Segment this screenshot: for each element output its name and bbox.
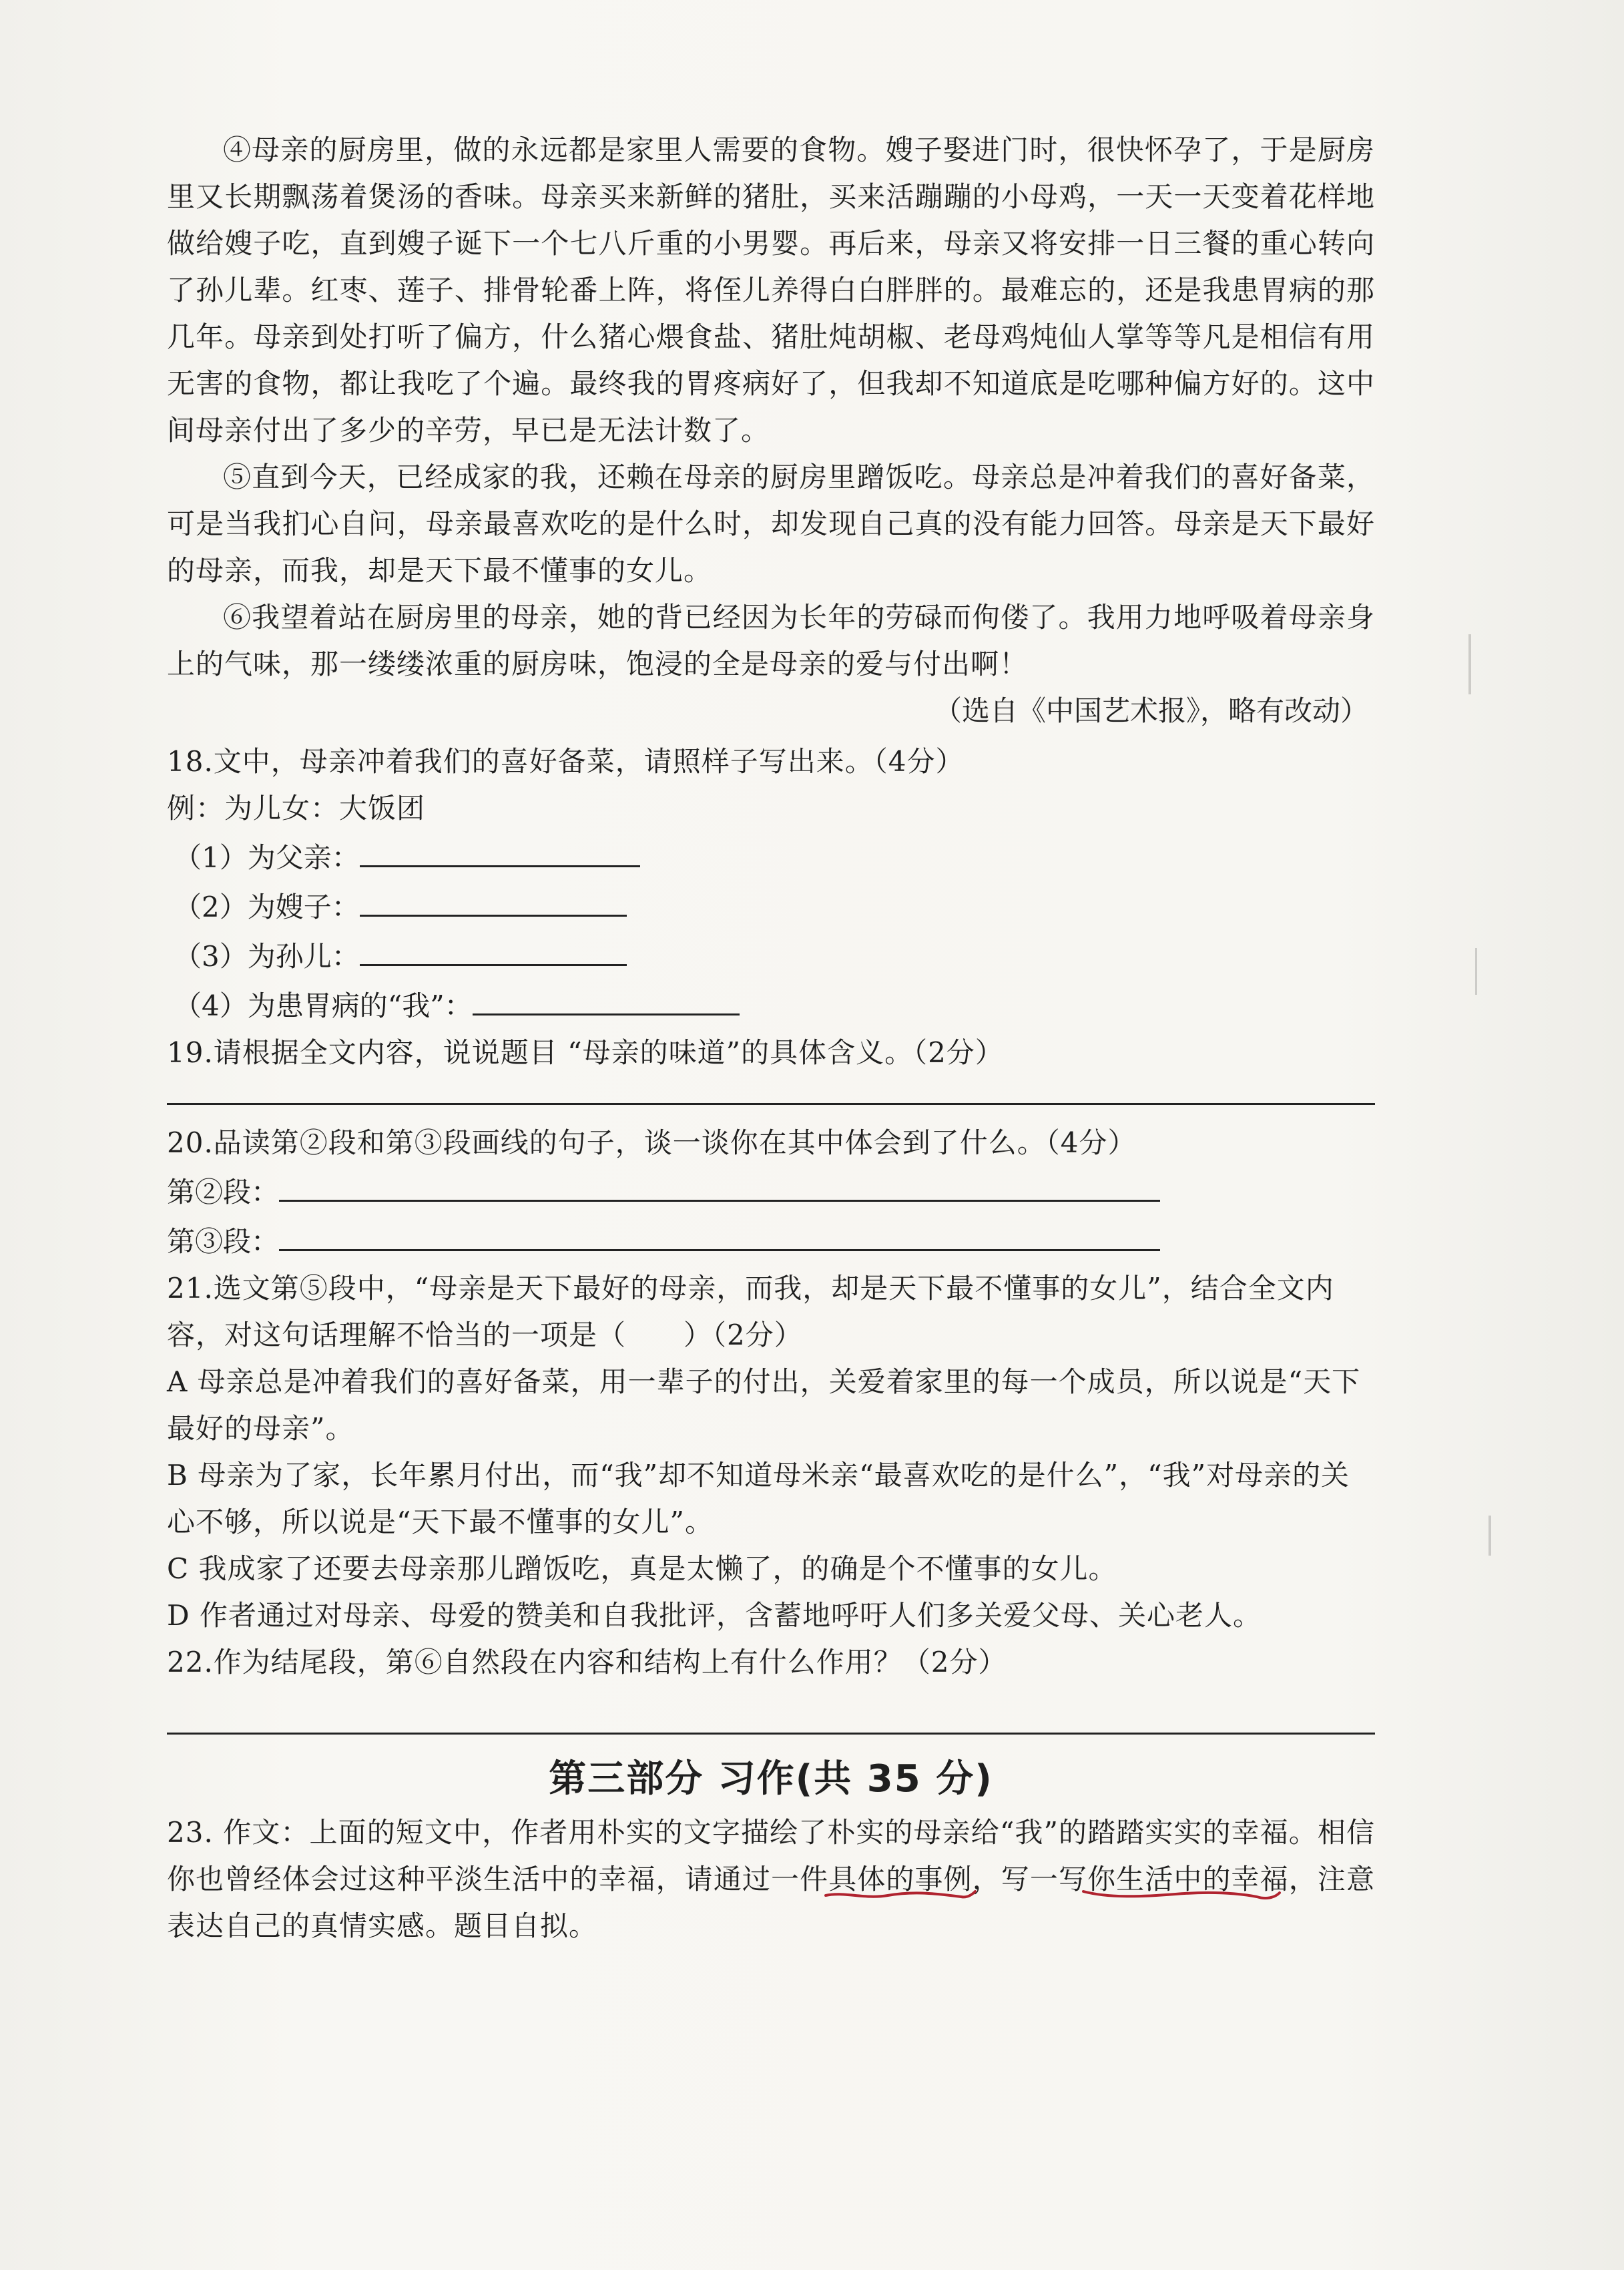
question-18-item-4 <box>167 980 1375 1030</box>
question-20-para2-row <box>167 1166 1375 1216</box>
question-18-item-1-label: （1）为父亲： <box>174 841 360 874</box>
section-3-title: 第三部分 习作(共 35 分) <box>549 1757 993 1801</box>
passage-source: （选自《中国艺术报》，略有改动） <box>933 694 1368 727</box>
question-18-item-3 <box>167 931 1375 980</box>
essay-highlight-2: 你生活中的幸 <box>1087 1863 1260 1895</box>
question-18-item-2-label: （2）为嫂子： <box>174 891 360 923</box>
answer-blank[interactable] <box>360 832 640 867</box>
answer-blank[interactable] <box>360 931 627 966</box>
question-18-item-3-label: （3）为孙儿： <box>174 940 360 973</box>
answer-blank[interactable] <box>360 881 627 917</box>
question-21-option-d: D 作者通过对母亲、母爱的赞美和自我批评，含蓄地呼吁人们多关爱父母、关心老人。 <box>167 1599 1262 1632</box>
question-20-para2-label: 第②段： <box>167 1176 280 1208</box>
essay-prompt-text-2: ，写一写 <box>972 1863 1088 1895</box>
passage-paragraph-4: ④母亲的厨房里，做的永远都是家里人需要的食物。嫂子娶进门时，很快怀孕了，于是厨房里又长期飘荡着煲汤的香味。母亲买来新鲜的猪肚，买来活蹦蹦的小母鸡，一天一天变着花样地做给嫂子吃，直到嫂子诞下一个七八斤重的小男婴。再后来，母亲又将安排一日三餐的重心转向了孙儿辈。红枣、莲子、排骨轮番上阵，将侄儿养得白白胖胖的。最难忘的，还是我患胃病的那几年。母亲到处打听了偏方，什么猪心煨食盐、猪肚炖胡椒、老母鸡炖仙人掌等等凡是相信有用无害的食物，都让我吃了个遍。最终我的胃疼病好了，但我却不知道底是吃哪种偏方好的。这中间母亲付出了多少的辛劳，早已是无法计数了。 <box>167 134 1375 447</box>
answer-line[interactable] <box>167 1706 1375 1735</box>
essay-highlight-1: 具体的事例 <box>828 1863 973 1895</box>
answer-blank[interactable] <box>279 1166 1160 1202</box>
question-20-para3-label: 第③段： <box>167 1225 280 1258</box>
answer-blank[interactable] <box>279 1216 1160 1251</box>
question-18-item-1 <box>167 832 1375 881</box>
essay-prompt-text-3: 福，注意表达自己的真情实感。题目自拟。 <box>167 1863 1375 1942</box>
essay-prompt-text-1: 23. 作文：上面的短文中，作者用朴实的文字描绘了朴实的母亲给“我”的踏踏实实的幸福。相信你也曾经体会过这种平淡生活中的幸福，请通过一件 <box>167 1816 1375 1895</box>
bleed-mark <box>1475 948 1477 995</box>
pen-underlined-text <box>1087 1863 1260 1895</box>
question-21-option-c: C 我成家了还要去母亲那儿蹭饭吃，真是太懒了，的确是个不懂事的女儿。 <box>167 1552 1117 1585</box>
page-content <box>167 127 1375 1950</box>
essay-prompt <box>167 1809 1375 1950</box>
bleed-mark <box>1468 634 1471 694</box>
pen-underlined-text <box>828 1863 972 1895</box>
question-18-stem: 18.文中，母亲冲着我们的喜好备菜，请照样子写出来。（4分） <box>167 745 965 778</box>
question-20-para3-row <box>167 1216 1375 1265</box>
question-22-stem: 22.作为结尾段，第⑥自然段在内容和结构上有什么作用？（2分） <box>167 1646 1007 1678</box>
answer-blank[interactable] <box>473 980 740 1015</box>
question-18-item-4-label: （4）为患胃病的“我”： <box>174 989 473 1022</box>
question-18-example: 例：为儿女：大饭团 <box>167 792 426 825</box>
passage-paragraph-5: ⑤直到今天，已经成家的我，还赖在母亲的厨房里蹭饭吃。母亲总是冲着我们的喜好备菜，可是当我扪心自问，母亲最喜欢吃的是什么时，却发现自己真的没有能力回答。母亲是天下最好的母亲，而我，却是天下最不懂事的女儿。 <box>167 461 1375 587</box>
question-21-stem: 21.选文第⑤段中，“母亲是天下最好的母亲，而我，却是天下最不懂事的女儿”，结合全文内容，对这句话理解不恰当的一项是（ ）（2分） <box>167 1272 1334 1351</box>
question-21-option-a: A 母亲总是冲着我们的喜好备菜，用一辈子的付出，关爱着家里的每一个成员，所以说是“天下最好的母亲”。 <box>167 1365 1361 1445</box>
question-19-stem: 19.请根据全文内容，说说题目 “母亲的味道”的具体含义。（2分） <box>167 1036 1004 1069</box>
passage-paragraph-6: ⑥我望着站在厨房里的母亲，她的背已经因为长年的劳碌而佝偻了。我用力地呼吸着母亲身上的气味，那一缕缕浓重的厨房味，饱浸的全是母亲的爱与付出啊！ <box>167 601 1375 680</box>
question-21-option-b: B 母亲为了家，长年累月付出，而“我”却不知道母米亲“最喜欢吃的是什么”，“我”对母亲的关心不够，所以说是“天下最不懂事的女儿”。 <box>167 1459 1350 1538</box>
answer-line[interactable] <box>167 1076 1375 1105</box>
question-20-stem: 20.品读第②段和第③段画线的句子，谈一谈你在其中体会到了什么。（4分） <box>167 1126 1137 1159</box>
question-18-item-2 <box>167 881 1375 931</box>
bleed-mark <box>1488 1516 1491 1556</box>
